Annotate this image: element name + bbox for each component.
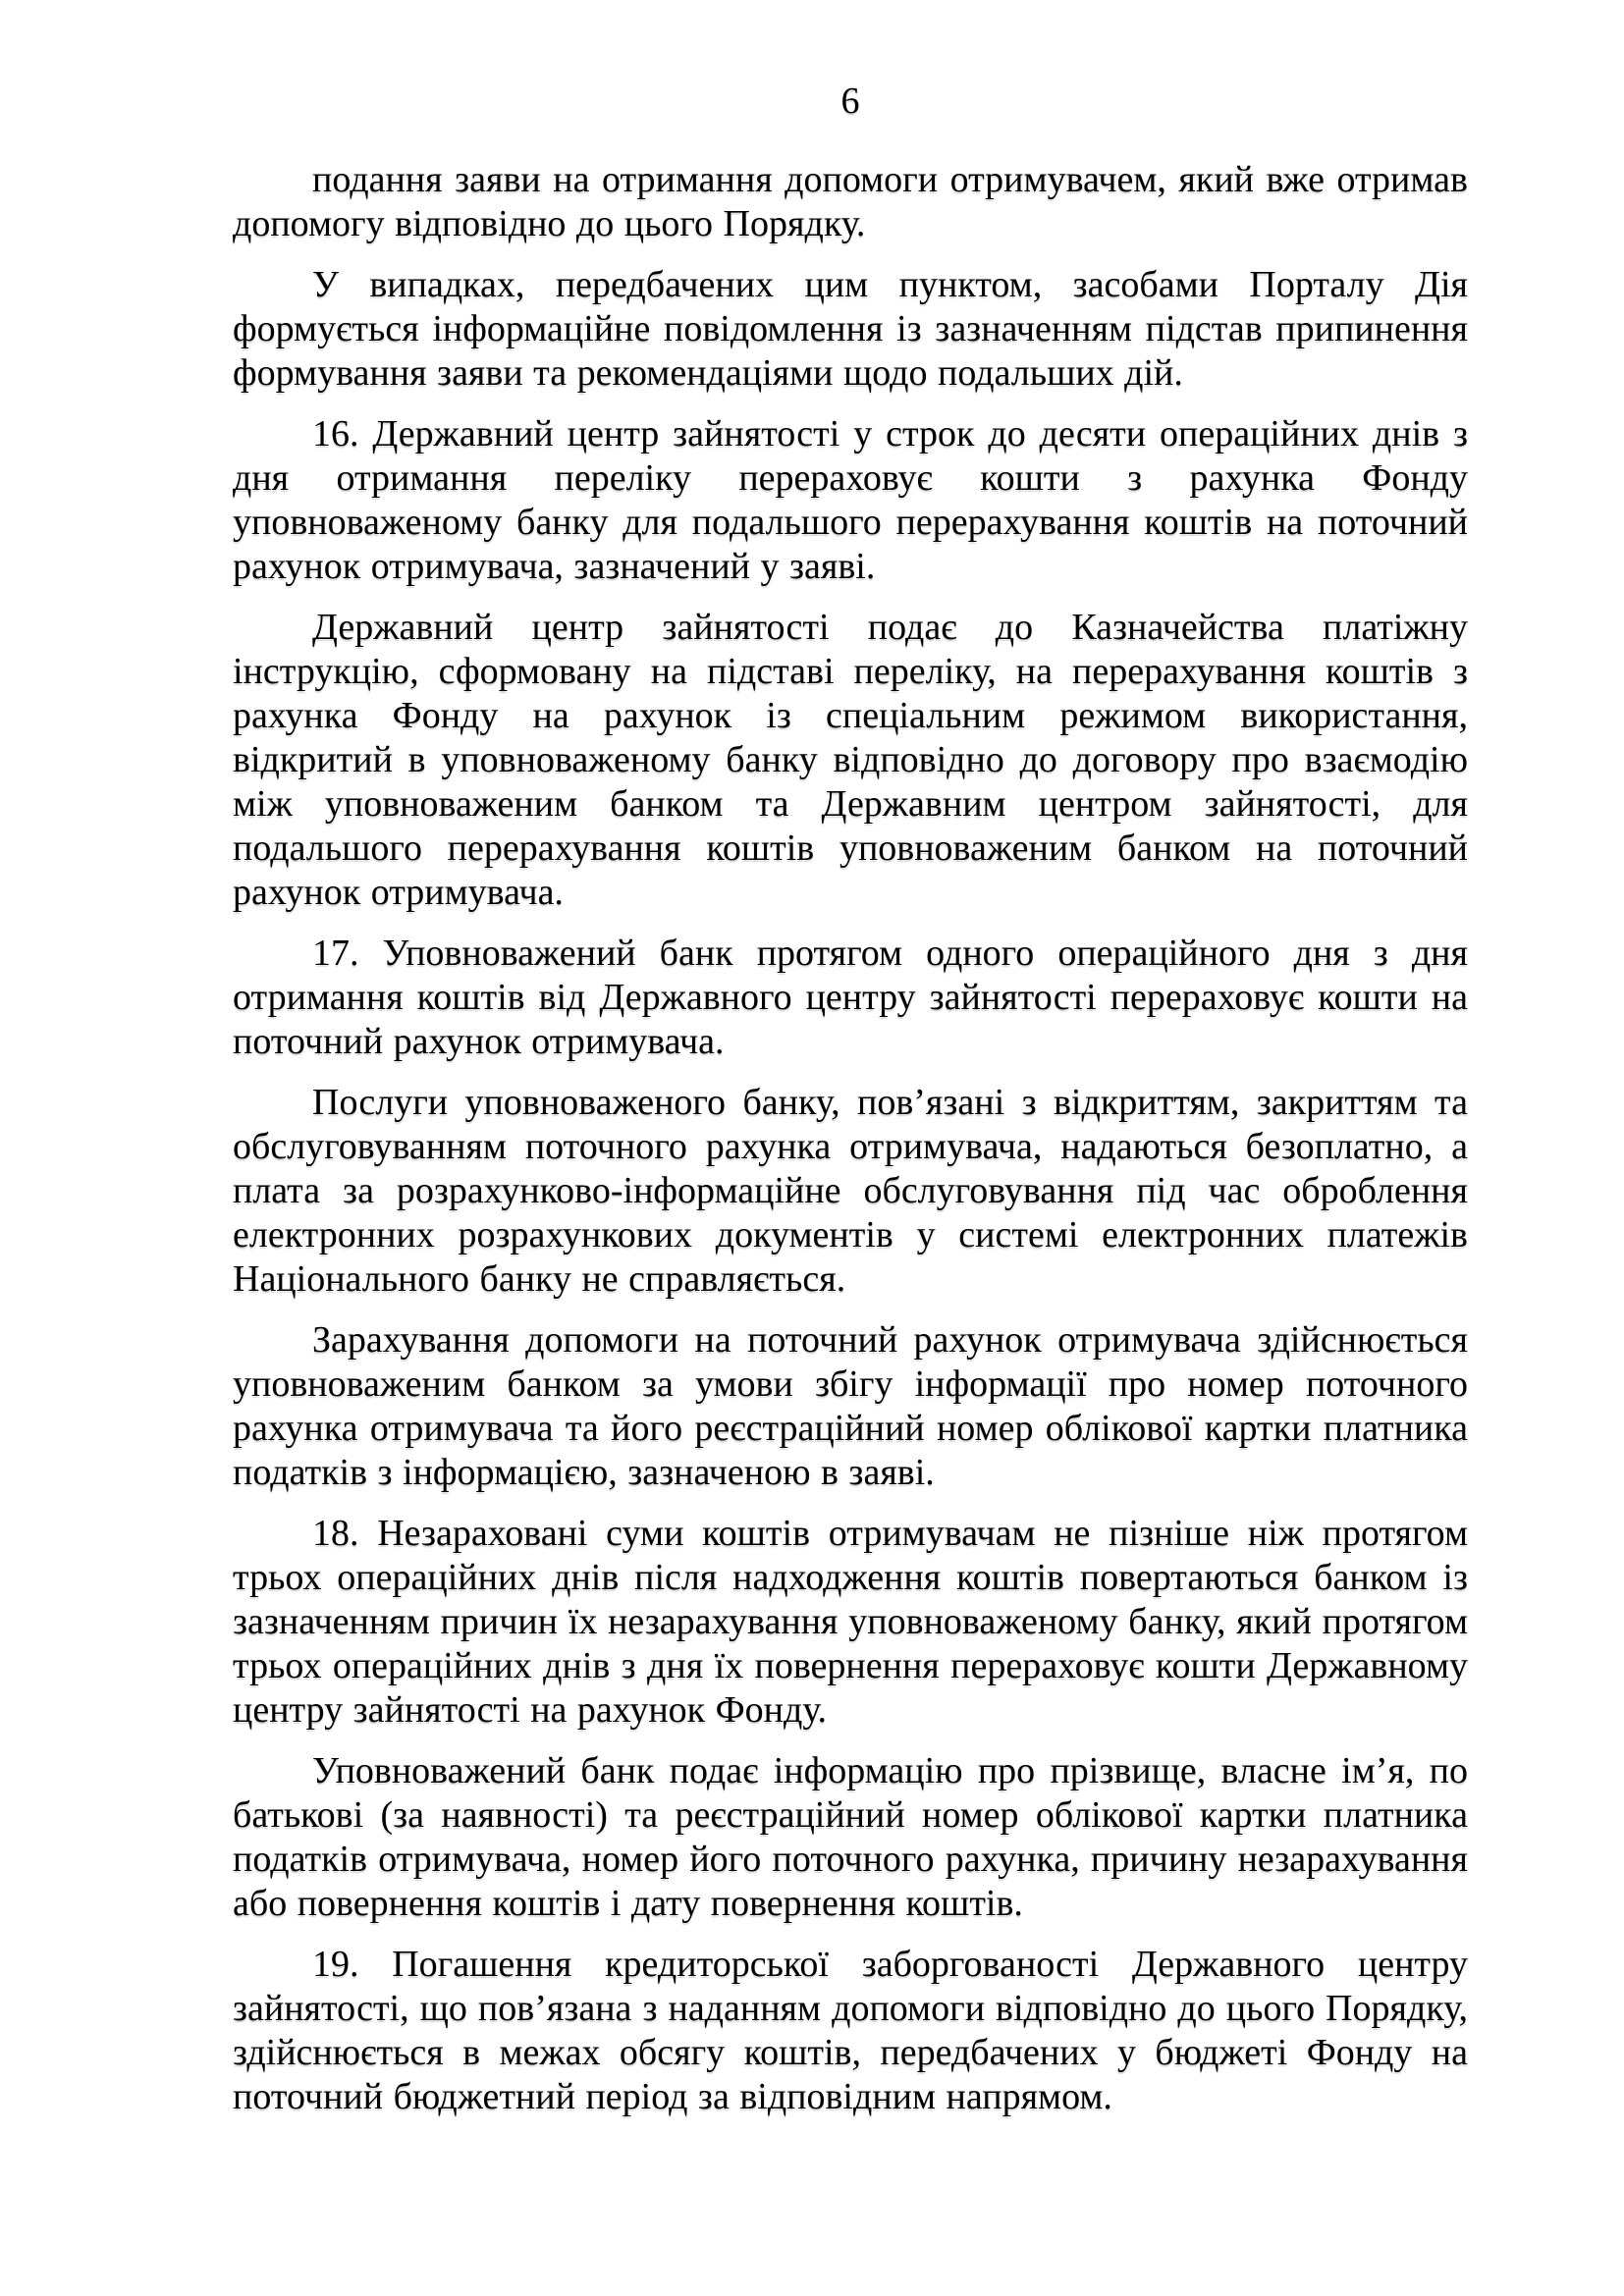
page-number: 6 [840, 80, 860, 122]
paragraph-item-18-bank-information: Уповноважений банк подає інформацію про прізвище, власне ім’я, по батькові (за наявності) та реєстраційний номер облікової картки платника податків отримувача, номер його поточного рахунка, причину незарахування або повернення коштів і дату повернення коштів. [233, 1750, 1468, 1924]
paragraph-item-19: 19. Погашення кредиторської заборгованості Державного центру зайнятості, що пов’язана з наданням допомоги відповідно до цього Порядку, здійснюється в межах обсягу коштів, передбачених у бюджеті Фонду на поточний бюджетний період за відповідним напрямом. [233, 1944, 1468, 2117]
paragraph-item-17: 17. Уповноважений банк протягом одного операційного дня з дня отримання коштів від Державного центру зайнятості перераховує кошти на поточний рахунок отримувача. [233, 933, 1468, 1062]
paragraph-diia-portal-notice: У випадках, передбачених цим пунктом, засобами Порталу Дія формується інформаційне повідомлення із зазначенням підстав припинення формування заяви та рекомендаціями щодо подальших дій. [233, 264, 1468, 394]
paragraph-item-16: 16. Державний центр зайнятості у строк до десяти операційних днів з дня отримання переліку перераховує кошти з рахунка Фонду уповноваженому банку для подальшого перерахування коштів на поточний рахунок отримувача, зазначений у заяві. [233, 413, 1468, 587]
paragraph-hanging-continuation: подання заяви на отримання допомоги отримувачем, який вже отримав допомогу відповідно до цього Порядку. [233, 159, 1468, 244]
paragraph-item-17-crediting-conditions: Зарахування допомоги на поточний рахунок отримувача здійснюється уповноваженим банком за умови збігу інформації про номер поточного рахунка отримувача та його реєстраційний номер облікової картки платника податків з інформацією, зазначеною в заяві. [233, 1319, 1468, 1493]
paragraph-item-17-bank-services: Послуги уповноваженого банку, пов’язані з відкриттям, закриттям та обслуговуванням поточного рахунка отримувача, надаються безоплатно, а плата за розрахунково-інформаційне обслуговування під час оброблення електронних розрахункових документів у системі електронних платежів Національного банку не справляється. [233, 1082, 1468, 1300]
paragraph-item-16-continuation: Державний центр зайнятості подає до Казначейства платіжну інструкцію, сформовану на підставі переліку, на перерахування коштів з рахунка Фонду на рахунок із спеціальним режимом використання, відкритий в уповноваженому банку відповідно до договору про взаємодію між уповноваженим банком та Державним центром зайнятості, для подальшого перерахування коштів уповноваженим банком на поточний рахунок отримувача. [233, 607, 1468, 913]
paragraph-item-18: 18. Незараховані суми коштів отримувачам не пізніше ніж протягом трьох операційних днів після надходження коштів повертаються банком із зазначенням причин їх незарахування уповноваженому банку, який протягом трьох операційних днів з дня їх повернення перераховує кошти Державному центру зайнятості на рахунок Фонду. [233, 1513, 1468, 1731]
